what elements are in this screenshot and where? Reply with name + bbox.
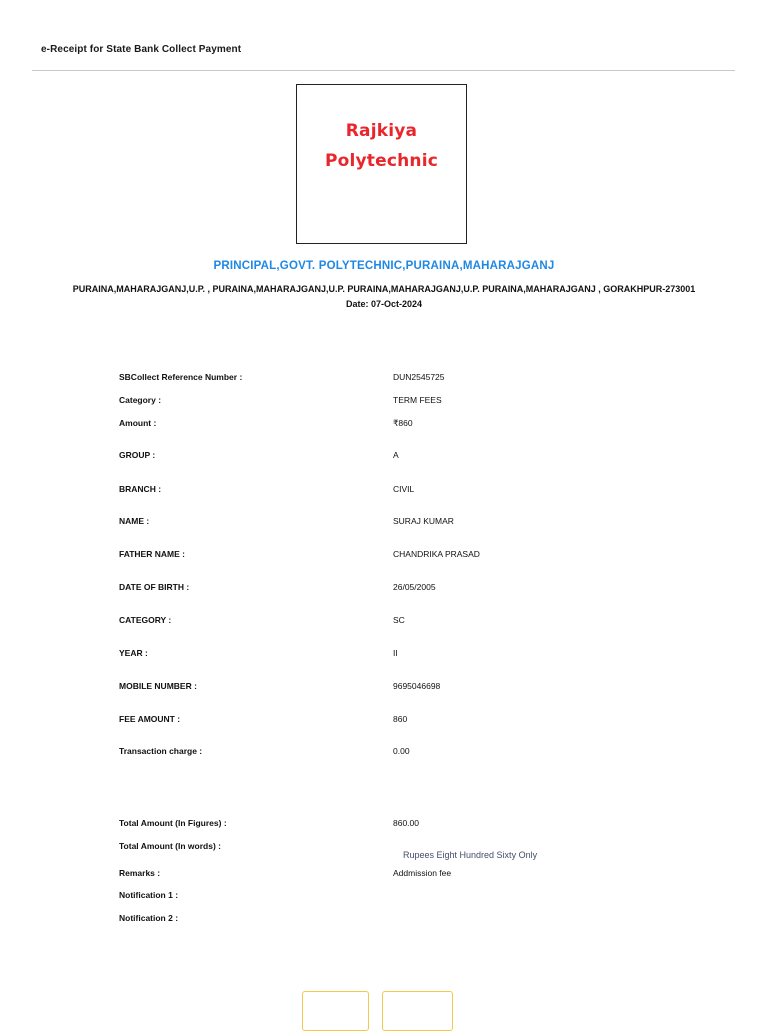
group-value: A — [393, 450, 399, 460]
fee-amount-label: FEE AMOUNT : — [119, 714, 181, 724]
category-label: Category : — [119, 395, 162, 405]
total-figures-label: Total Amount (In Figures) : — [119, 818, 227, 828]
receipt-date: Date: 07-Oct-2024 — [345, 299, 423, 309]
group-label: GROUP : — [119, 450, 156, 460]
fee-amount-value: 860 — [393, 714, 408, 724]
name-value: SURAJ KUMAR — [393, 516, 454, 526]
notification-2-label: Notification 2 : — [119, 913, 179, 923]
total-figures-value: 860.00 — [393, 818, 419, 828]
category-value: TERM FEES — [393, 395, 442, 405]
caste-category-label: CATEGORY : — [119, 615, 172, 625]
header-divider — [32, 70, 735, 71]
branch-value: CIVIL — [393, 484, 415, 494]
mobile-number-value: 9695046698 — [393, 681, 441, 691]
reference-number-label: SBCollect Reference Number : — [119, 372, 243, 382]
year-value: II — [393, 648, 398, 658]
action-button-left[interactable] — [302, 991, 369, 1031]
transaction-charge-label: Transaction charge : — [119, 746, 203, 756]
branch-label: BRANCH : — [119, 484, 162, 494]
transaction-charge-value: 0.00 — [393, 746, 410, 756]
logo-text-line-2: Polytechnic — [324, 151, 439, 171]
organization-address: PURAINA,MAHARAJGANJ,U.P. , PURAINA,MAHARAJGANJ,U.P. PURAINA,MAHARAJGANJ,U.P. PURAINA,MAHARAJGANJ , GORAKHPUR-273001 — [72, 284, 696, 294]
year-label: YEAR : — [119, 648, 148, 658]
name-label: NAME : — [119, 516, 150, 526]
action-button-right[interactable] — [382, 991, 453, 1031]
date-of-birth-label: DATE OF BIRTH : — [119, 582, 190, 592]
father-name-value: CHANDRIKA PRASAD — [393, 549, 480, 559]
total-words-value: Rupees Eight Hundred Sixty Only — [403, 850, 538, 860]
remarks-label: Remarks : — [119, 868, 161, 878]
organization-name: PRINCIPAL,GOVT. POLYTECHNIC,PURAINA,MAHARAJGANJ — [213, 260, 555, 272]
page-title: e-Receipt for State Bank Collect Payment — [41, 44, 242, 55]
date-of-birth-value: 26/05/2005 — [393, 582, 436, 592]
total-words-label: Total Amount (In words) : — [119, 841, 221, 851]
notification-1-label: Notification 1 : — [119, 890, 179, 900]
father-name-label: FATHER NAME : — [119, 549, 185, 559]
amount-value: ₹860 — [393, 418, 413, 428]
remarks-value: Addmission fee — [393, 868, 452, 878]
mobile-number-label: MOBILE NUMBER : — [119, 681, 197, 691]
logo-text-line-1: Rajkiya — [345, 121, 418, 141]
institute-logo — [296, 84, 467, 244]
reference-number-value: DUN2545725 — [393, 372, 445, 382]
amount-label: Amount : — [119, 418, 157, 428]
caste-category-value: SC — [393, 615, 405, 625]
